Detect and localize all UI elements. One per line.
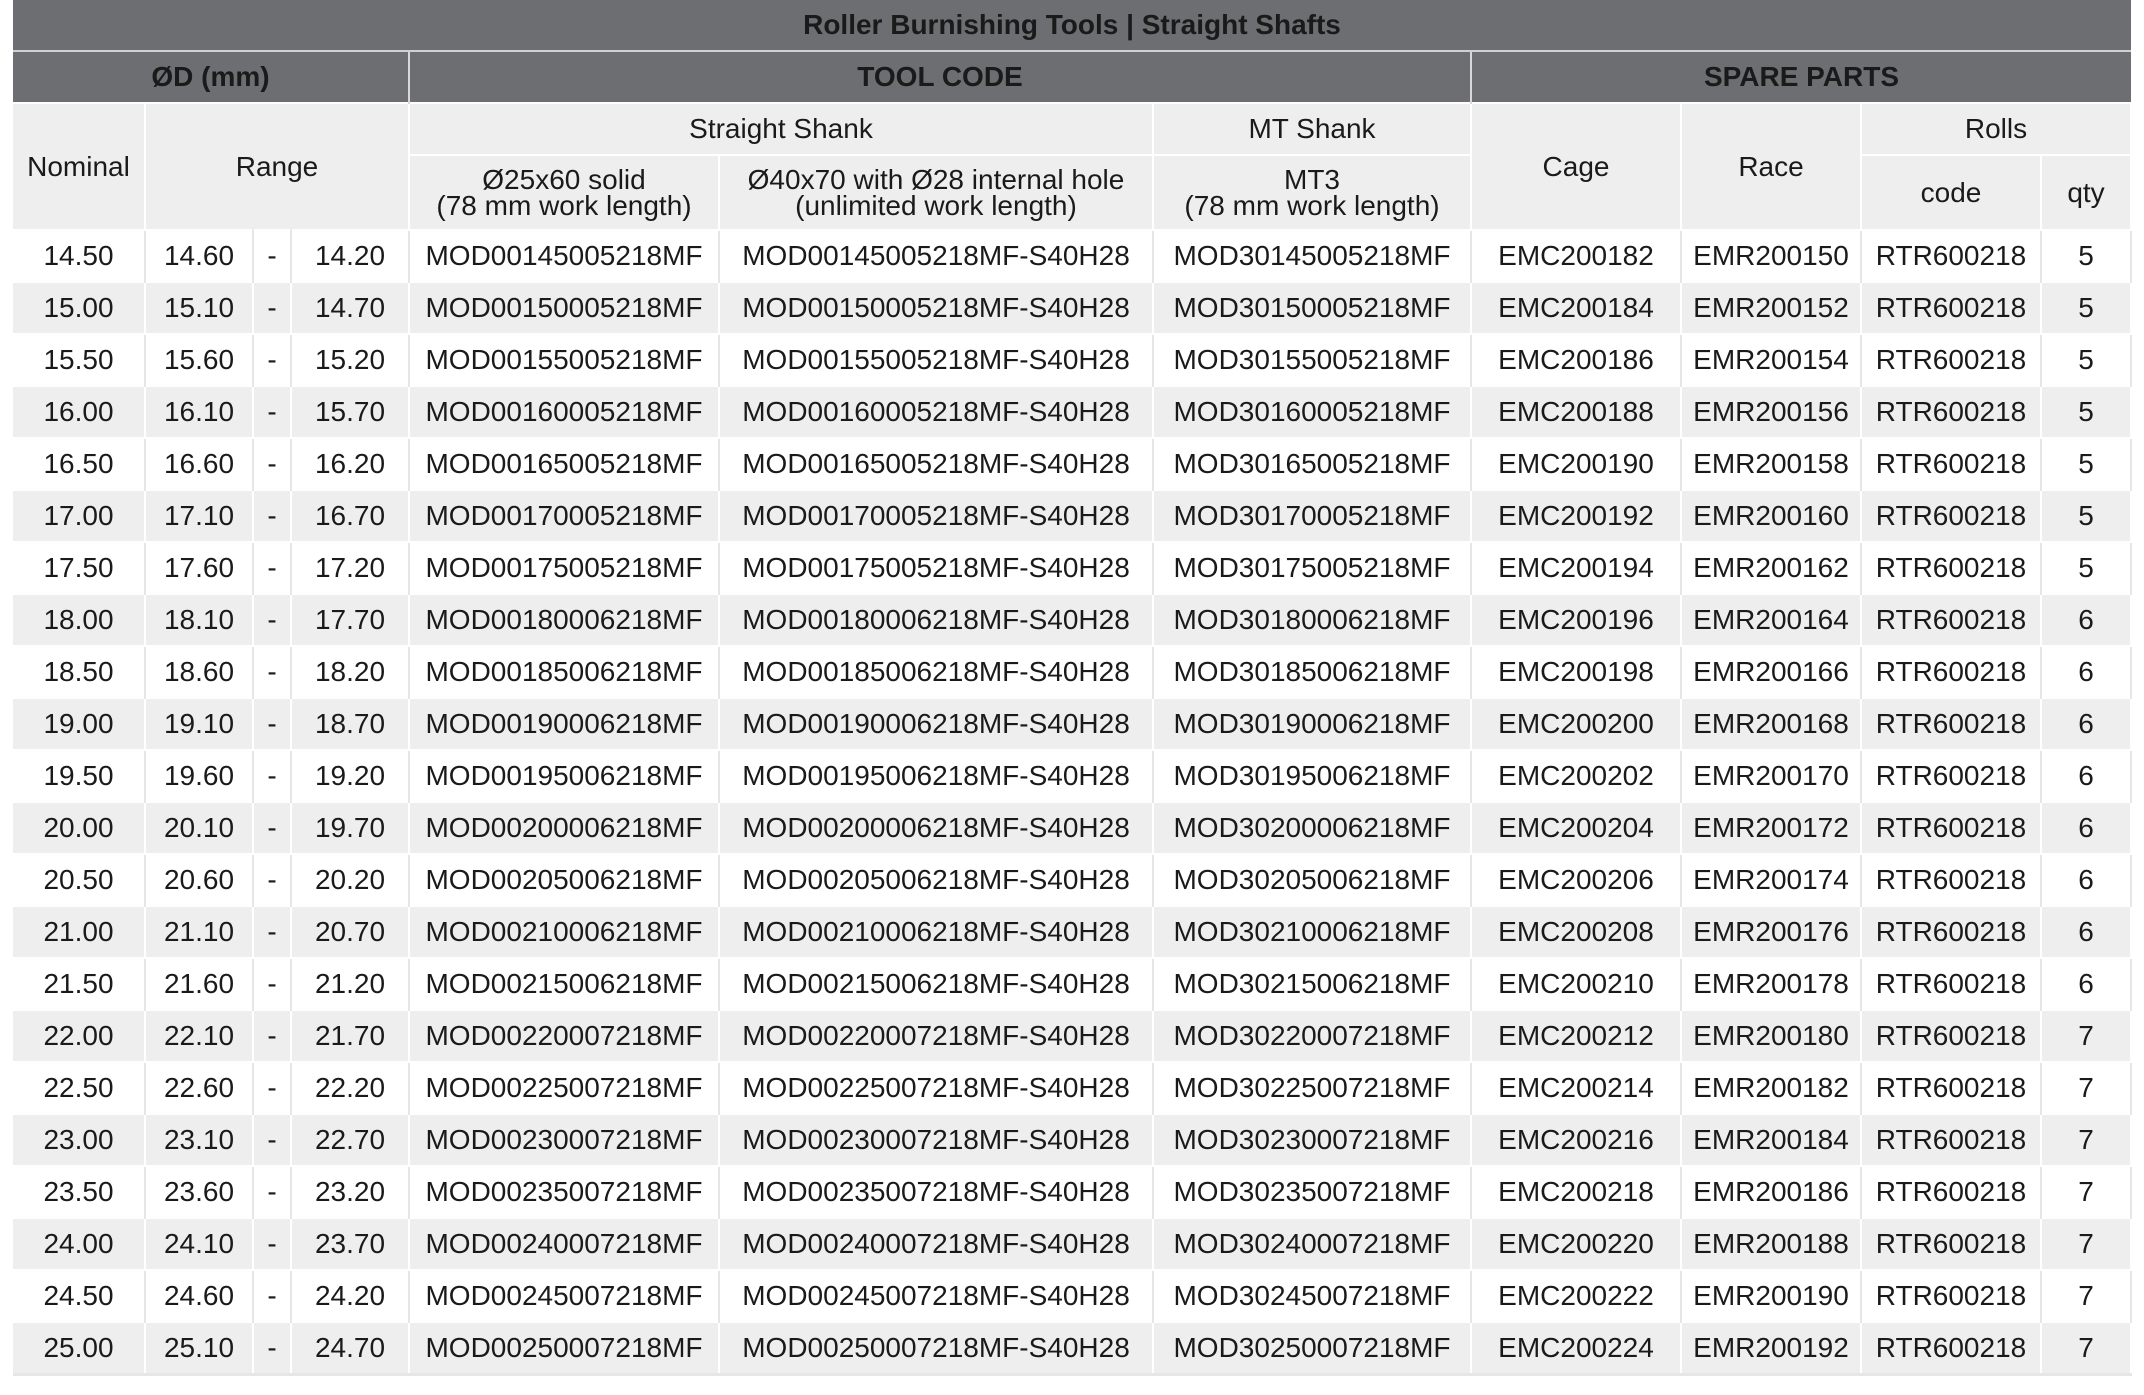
cell-nominal: 19.50: [13, 750, 145, 802]
cell-range-from: 22.60: [145, 1062, 253, 1114]
cell-cage: EMC200206: [1471, 854, 1681, 906]
cell-mt3-code: MOD30250007218MF: [1153, 1322, 1471, 1375]
table-row: [13, 698, 2131, 750]
cell-cage: EMC200190: [1471, 438, 1681, 490]
cell-hole-shank-code: MOD00200006218MF-S40H28: [719, 802, 1153, 854]
cell-solid-shank-code: MOD00195006218MF: [409, 750, 719, 802]
cell-range-separator: -: [253, 1322, 291, 1375]
cell-range-to: 22.20: [291, 1062, 409, 1114]
cell-roll-code: RTR600218: [1861, 334, 2041, 386]
cell-hole-shank-code: MOD00195006218MF-S40H28: [719, 750, 1153, 802]
cell-hole-shank-code: MOD00225007218MF-S40H28: [719, 1062, 1153, 1114]
cell-range-separator: -: [253, 1166, 291, 1218]
cell-hole-shank-code: MOD00165005218MF-S40H28: [719, 438, 1153, 490]
cell-roll-code: RTR600218: [1861, 750, 2041, 802]
col-header-roll-qty: qty: [2041, 155, 2131, 230]
cell-hole-shank-code: MOD00245007218MF-S40H28: [719, 1270, 1153, 1322]
cell-solid-shank-code: MOD00175005218MF: [409, 542, 719, 594]
cell-mt3-code: MOD30205006218MF: [1153, 854, 1471, 906]
cell-roll-code: RTR600218: [1861, 958, 2041, 1010]
cell-hole-shank-code: MOD00205006218MF-S40H28: [719, 854, 1153, 906]
group-header-diameter: ØD (mm): [13, 51, 409, 103]
tool-table-container: [13, 0, 2131, 1376]
cell-cage: EMC200220: [1471, 1218, 1681, 1270]
cell-nominal: 22.50: [13, 1062, 145, 1114]
cell-cage: EMC200218: [1471, 1166, 1681, 1218]
cell-roll-code: RTR600218: [1861, 1218, 2041, 1270]
cell-hole-shank-code: MOD00180006218MF-S40H28: [719, 594, 1153, 646]
cell-roll-code: RTR600218: [1861, 230, 2041, 282]
cell-mt3-code: MOD30215006218MF: [1153, 958, 1471, 1010]
table-row: [13, 438, 2131, 490]
cell-cage: EMC200212: [1471, 1010, 1681, 1062]
cell-hole-shank-code: MOD00210006218MF-S40H28: [719, 906, 1153, 958]
table-row: [13, 594, 2131, 646]
cell-nominal: 20.00: [13, 802, 145, 854]
cell-roll-qty: 6: [2041, 698, 2131, 750]
cell-range-separator: -: [253, 958, 291, 1010]
group-header-tool-code: TOOL CODE: [409, 51, 1471, 103]
table-row: [13, 958, 2131, 1010]
cell-cage: EMC200194: [1471, 542, 1681, 594]
cell-roll-qty: 6: [2041, 958, 2131, 1010]
cell-range-separator: -: [253, 802, 291, 854]
table-row: [13, 490, 2131, 542]
cell-roll-qty: 5: [2041, 282, 2131, 334]
table-row: [13, 1270, 2131, 1322]
table-row: [13, 1218, 2131, 1270]
cell-roll-qty: 5: [2041, 230, 2131, 282]
cell-roll-qty: 7: [2041, 1010, 2131, 1062]
cell-roll-code: RTR600218: [1861, 1166, 2041, 1218]
cell-race: EMR200176: [1681, 906, 1861, 958]
cell-race: EMR200164: [1681, 594, 1861, 646]
cell-roll-code: RTR600218: [1861, 438, 2041, 490]
table-row: [13, 1062, 2131, 1114]
cell-range-to: 24.70: [291, 1322, 409, 1375]
cell-race: EMR200162: [1681, 542, 1861, 594]
cell-mt3-code: MOD30245007218MF: [1153, 1270, 1471, 1322]
cell-nominal: 18.00: [13, 594, 145, 646]
cell-solid-shank-code: MOD00170005218MF: [409, 490, 719, 542]
cell-range-to: 24.20: [291, 1270, 409, 1322]
cell-range-separator: -: [253, 1010, 291, 1062]
cell-range-to: 20.70: [291, 906, 409, 958]
cell-hole-shank-code: MOD00240007218MF-S40H28: [719, 1218, 1153, 1270]
cell-hole-shank-code: MOD00215006218MF-S40H28: [719, 958, 1153, 1010]
cell-roll-qty: 5: [2041, 490, 2131, 542]
cell-range-from: 14.60: [145, 230, 253, 282]
cell-hole-shank-code: MOD00220007218MF-S40H28: [719, 1010, 1153, 1062]
cell-nominal: 16.50: [13, 438, 145, 490]
cell-range-from: 21.60: [145, 958, 253, 1010]
cell-range-separator: -: [253, 1270, 291, 1322]
cell-roll-qty: 7: [2041, 1218, 2131, 1270]
cell-race: EMR200182: [1681, 1062, 1861, 1114]
table-row: [13, 230, 2131, 282]
cell-range-separator: -: [253, 1114, 291, 1166]
cell-roll-qty: 7: [2041, 1062, 2131, 1114]
cell-roll-qty: 7: [2041, 1322, 2131, 1375]
cell-roll-code: RTR600218: [1861, 282, 2041, 334]
cell-mt3-code: MOD30145005218MF: [1153, 230, 1471, 282]
mt3-label: MT3: [1284, 163, 1340, 195]
cell-range-to: 22.70: [291, 1114, 409, 1166]
cell-range-from: 15.60: [145, 334, 253, 386]
col-header-mt-shank: MT Shank: [1153, 103, 1471, 155]
cell-solid-shank-code: MOD00155005218MF: [409, 334, 719, 386]
cell-range-to: 17.20: [291, 542, 409, 594]
cell-nominal: 16.00: [13, 386, 145, 438]
solid-shank-label: Ø25x60 solid: [482, 163, 646, 195]
cell-solid-shank-code: MOD00235007218MF: [409, 1166, 719, 1218]
cell-mt3-code: MOD30185006218MF: [1153, 646, 1471, 698]
cell-range-to: 15.20: [291, 334, 409, 386]
col-header-solid-shank: [409, 155, 719, 230]
cell-nominal: 23.00: [13, 1114, 145, 1166]
cell-roll-qty: 5: [2041, 438, 2131, 490]
cell-solid-shank-code: MOD00150005218MF: [409, 282, 719, 334]
cell-roll-code: RTR600218: [1861, 854, 2041, 906]
cell-roll-code: RTR600218: [1861, 802, 2041, 854]
cell-cage: EMC200202: [1471, 750, 1681, 802]
cell-mt3-code: MOD30170005218MF: [1153, 490, 1471, 542]
cell-cage: EMC200208: [1471, 906, 1681, 958]
cell-cage: EMC200188: [1471, 386, 1681, 438]
cell-roll-qty: 6: [2041, 854, 2131, 906]
cell-cage: EMC200184: [1471, 282, 1681, 334]
cell-race: EMR200184: [1681, 1114, 1861, 1166]
cell-solid-shank-code: MOD00215006218MF: [409, 958, 719, 1010]
cell-roll-code: RTR600218: [1861, 906, 2041, 958]
cell-mt3-code: MOD30155005218MF: [1153, 334, 1471, 386]
cell-race: EMR200172: [1681, 802, 1861, 854]
cell-mt3-code: MOD30230007218MF: [1153, 1114, 1471, 1166]
table-title: Roller Burnishing Tools | Straight Shafts: [13, 0, 2131, 51]
cell-roll-qty: 7: [2041, 1166, 2131, 1218]
cell-range-separator: -: [253, 698, 291, 750]
cell-range-from: 22.10: [145, 1010, 253, 1062]
cell-range-to: 18.20: [291, 646, 409, 698]
cell-cage: EMC200182: [1471, 230, 1681, 282]
cell-race: EMR200192: [1681, 1322, 1861, 1375]
cell-range-separator: -: [253, 334, 291, 386]
cell-range-to: 19.20: [291, 750, 409, 802]
cell-solid-shank-code: MOD00210006218MF: [409, 906, 719, 958]
cell-nominal: 17.00: [13, 490, 145, 542]
cell-hole-shank-code: MOD00145005218MF-S40H28: [719, 230, 1153, 282]
cell-range-from: 24.60: [145, 1270, 253, 1322]
cell-range-to: 23.70: [291, 1218, 409, 1270]
mt3-length: (78 mm work length): [1184, 189, 1440, 221]
cell-mt3-code: MOD30200006218MF: [1153, 802, 1471, 854]
cell-range-to: 20.20: [291, 854, 409, 906]
cell-range-to: 21.70: [291, 1010, 409, 1062]
cell-solid-shank-code: MOD00165005218MF: [409, 438, 719, 490]
table-row: [13, 1010, 2131, 1062]
cell-range-separator: -: [253, 854, 291, 906]
cell-range-to: 21.20: [291, 958, 409, 1010]
cell-range-separator: -: [253, 1062, 291, 1114]
cell-nominal: 23.50: [13, 1166, 145, 1218]
cell-roll-code: RTR600218: [1861, 1322, 2041, 1375]
cell-solid-shank-code: MOD00145005218MF: [409, 230, 719, 282]
cell-race: EMR200160: [1681, 490, 1861, 542]
cell-roll-code: RTR600218: [1861, 594, 2041, 646]
table-row: [13, 334, 2131, 386]
cell-cage: EMC200200: [1471, 698, 1681, 750]
cell-hole-shank-code: MOD00185006218MF-S40H28: [719, 646, 1153, 698]
cell-range-separator: -: [253, 906, 291, 958]
cell-range-from: 19.60: [145, 750, 253, 802]
table-row: [13, 1322, 2131, 1375]
cell-range-from: 23.10: [145, 1114, 253, 1166]
cell-race: EMR200166: [1681, 646, 1861, 698]
cell-range-separator: -: [253, 1218, 291, 1270]
cell-cage: EMC200210: [1471, 958, 1681, 1010]
cell-range-to: 16.20: [291, 438, 409, 490]
cell-range-from: 18.10: [145, 594, 253, 646]
cell-mt3-code: MOD30150005218MF: [1153, 282, 1471, 334]
cell-range-separator: -: [253, 542, 291, 594]
cell-cage: EMC200196: [1471, 594, 1681, 646]
cell-range-to: 16.70: [291, 490, 409, 542]
cell-nominal: 24.50: [13, 1270, 145, 1322]
cell-cage: EMC200222: [1471, 1270, 1681, 1322]
table-row: [13, 750, 2131, 802]
cell-range-from: 16.60: [145, 438, 253, 490]
cell-mt3-code: MOD30240007218MF: [1153, 1218, 1471, 1270]
col-header-hole-shank: [719, 155, 1153, 230]
cell-race: EMR200156: [1681, 386, 1861, 438]
col-header-race: Race: [1681, 103, 1861, 230]
cell-hole-shank-code: MOD00170005218MF-S40H28: [719, 490, 1153, 542]
cell-mt3-code: MOD30190006218MF: [1153, 698, 1471, 750]
solid-shank-length: (78 mm work length): [436, 189, 692, 221]
cell-cage: EMC200198: [1471, 646, 1681, 698]
cell-range-from: 19.10: [145, 698, 253, 750]
cell-range-separator: -: [253, 282, 291, 334]
cell-race: EMR200188: [1681, 1218, 1861, 1270]
cell-solid-shank-code: MOD00160005218MF: [409, 386, 719, 438]
cell-solid-shank-code: MOD00200006218MF: [409, 802, 719, 854]
cell-roll-code: RTR600218: [1861, 1270, 2041, 1322]
group-header-spare-parts: SPARE PARTS: [1471, 51, 2131, 103]
cell-roll-code: RTR600218: [1861, 1062, 2041, 1114]
cell-race: EMR200180: [1681, 1010, 1861, 1062]
roller-burnishing-table: [13, 0, 2132, 1376]
cell-solid-shank-code: MOD00250007218MF: [409, 1322, 719, 1375]
cell-roll-qty: 7: [2041, 1270, 2131, 1322]
cell-hole-shank-code: MOD00190006218MF-S40H28: [719, 698, 1153, 750]
cell-range-separator: -: [253, 594, 291, 646]
cell-cage: EMC200204: [1471, 802, 1681, 854]
cell-nominal: 20.50: [13, 854, 145, 906]
cell-solid-shank-code: MOD00225007218MF: [409, 1062, 719, 1114]
cell-range-from: 16.10: [145, 386, 253, 438]
cell-hole-shank-code: MOD00175005218MF-S40H28: [719, 542, 1153, 594]
cell-roll-qty: 5: [2041, 542, 2131, 594]
cell-roll-qty: 6: [2041, 594, 2131, 646]
cell-nominal: 22.00: [13, 1010, 145, 1062]
cell-solid-shank-code: MOD00190006218MF: [409, 698, 719, 750]
cell-range-separator: -: [253, 230, 291, 282]
col-header-cage: Cage: [1471, 103, 1681, 230]
cell-roll-code: RTR600218: [1861, 698, 2041, 750]
col-header-mt3: [1153, 155, 1471, 230]
cell-nominal: 15.00: [13, 282, 145, 334]
cell-range-from: 17.60: [145, 542, 253, 594]
cell-range-from: 20.10: [145, 802, 253, 854]
cell-range-from: 24.10: [145, 1218, 253, 1270]
cell-cage: EMC200214: [1471, 1062, 1681, 1114]
table-row: [13, 854, 2131, 906]
cell-mt3-code: MOD30225007218MF: [1153, 1062, 1471, 1114]
cell-range-separator: -: [253, 490, 291, 542]
cell-race: EMR200170: [1681, 750, 1861, 802]
cell-nominal: 25.00: [13, 1322, 145, 1375]
cell-range-from: 23.60: [145, 1166, 253, 1218]
cell-solid-shank-code: MOD00185006218MF: [409, 646, 719, 698]
cell-race: EMR200154: [1681, 334, 1861, 386]
cell-roll-code: RTR600218: [1861, 542, 2041, 594]
cell-race: EMR200158: [1681, 438, 1861, 490]
cell-range-separator: -: [253, 750, 291, 802]
cell-race: EMR200178: [1681, 958, 1861, 1010]
cell-solid-shank-code: MOD00220007218MF: [409, 1010, 719, 1062]
cell-range-to: 15.70: [291, 386, 409, 438]
cell-hole-shank-code: MOD00250007218MF-S40H28: [719, 1322, 1153, 1375]
cell-range-to: 17.70: [291, 594, 409, 646]
cell-race: EMR200150: [1681, 230, 1861, 282]
cell-nominal: 17.50: [13, 542, 145, 594]
col-header-roll-code: code: [1861, 155, 2041, 230]
cell-cage: EMC200192: [1471, 490, 1681, 542]
cell-mt3-code: MOD30180006218MF: [1153, 594, 1471, 646]
cell-race: EMR200168: [1681, 698, 1861, 750]
cell-roll-code: RTR600218: [1861, 1114, 2041, 1166]
cell-roll-code: RTR600218: [1861, 490, 2041, 542]
cell-solid-shank-code: MOD00205006218MF: [409, 854, 719, 906]
cell-range-from: 17.10: [145, 490, 253, 542]
cell-hole-shank-code: MOD00230007218MF-S40H28: [719, 1114, 1153, 1166]
cell-mt3-code: MOD30220007218MF: [1153, 1010, 1471, 1062]
hole-shank-length: (unlimited work length): [795, 189, 1077, 221]
cell-mt3-code: MOD30210006218MF: [1153, 906, 1471, 958]
cell-range-from: 21.10: [145, 906, 253, 958]
col-header-nominal: Nominal: [13, 103, 145, 230]
table-row: [13, 906, 2131, 958]
cell-roll-qty: 5: [2041, 334, 2131, 386]
cell-mt3-code: MOD30175005218MF: [1153, 542, 1471, 594]
cell-mt3-code: MOD30195006218MF: [1153, 750, 1471, 802]
cell-hole-shank-code: MOD00150005218MF-S40H28: [719, 282, 1153, 334]
cell-range-to: 19.70: [291, 802, 409, 854]
cell-nominal: 21.50: [13, 958, 145, 1010]
cell-nominal: 15.50: [13, 334, 145, 386]
cell-range-separator: -: [253, 646, 291, 698]
cell-cage: EMC200216: [1471, 1114, 1681, 1166]
hole-shank-label: Ø40x70 with Ø28 internal hole: [747, 163, 1125, 195]
cell-cage: EMC200224: [1471, 1322, 1681, 1375]
col-header-range: Range: [145, 103, 409, 230]
cell-range-separator: -: [253, 438, 291, 490]
cell-nominal: 14.50: [13, 230, 145, 282]
cell-solid-shank-code: MOD00180006218MF: [409, 594, 719, 646]
cell-range-to: 14.70: [291, 282, 409, 334]
cell-range-from: 15.10: [145, 282, 253, 334]
cell-race: EMR200152: [1681, 282, 1861, 334]
cell-hole-shank-code: MOD00155005218MF-S40H28: [719, 334, 1153, 386]
table-row: [13, 386, 2131, 438]
cell-mt3-code: MOD30235007218MF: [1153, 1166, 1471, 1218]
cell-cage: EMC200186: [1471, 334, 1681, 386]
cell-solid-shank-code: MOD00240007218MF: [409, 1218, 719, 1270]
table-body: [13, 230, 2131, 1375]
cell-roll-code: RTR600218: [1861, 1010, 2041, 1062]
cell-roll-qty: 6: [2041, 906, 2131, 958]
cell-roll-qty: 5: [2041, 386, 2131, 438]
cell-range-to: 18.70: [291, 698, 409, 750]
cell-mt3-code: MOD30165005218MF: [1153, 438, 1471, 490]
cell-nominal: 24.00: [13, 1218, 145, 1270]
cell-roll-qty: 6: [2041, 750, 2131, 802]
col-header-rolls: Rolls: [1861, 103, 2131, 155]
cell-hole-shank-code: MOD00235007218MF-S40H28: [719, 1166, 1153, 1218]
cell-roll-code: RTR600218: [1861, 386, 2041, 438]
cell-roll-code: RTR600218: [1861, 646, 2041, 698]
cell-hole-shank-code: MOD00160005218MF-S40H28: [719, 386, 1153, 438]
cell-roll-qty: 6: [2041, 802, 2131, 854]
cell-range-from: 20.60: [145, 854, 253, 906]
cell-range-separator: -: [253, 386, 291, 438]
cell-race: EMR200186: [1681, 1166, 1861, 1218]
table-row: [13, 1166, 2131, 1218]
cell-nominal: 21.00: [13, 906, 145, 958]
col-header-straight-shank: Straight Shank: [409, 103, 1153, 155]
cell-range-from: 25.10: [145, 1322, 253, 1375]
cell-nominal: 19.00: [13, 698, 145, 750]
cell-roll-qty: 7: [2041, 1114, 2131, 1166]
cell-nominal: 18.50: [13, 646, 145, 698]
cell-roll-qty: 6: [2041, 646, 2131, 698]
cell-range-from: 18.60: [145, 646, 253, 698]
cell-race: EMR200174: [1681, 854, 1861, 906]
cell-range-to: 23.20: [291, 1166, 409, 1218]
table-row: [13, 282, 2131, 334]
cell-range-to: 14.20: [291, 230, 409, 282]
table-row: [13, 1114, 2131, 1166]
cell-race: EMR200190: [1681, 1270, 1861, 1322]
cell-solid-shank-code: MOD00230007218MF: [409, 1114, 719, 1166]
table-row: [13, 646, 2131, 698]
cell-solid-shank-code: MOD00245007218MF: [409, 1270, 719, 1322]
table-row: [13, 802, 2131, 854]
table-row: [13, 542, 2131, 594]
cell-mt3-code: MOD30160005218MF: [1153, 386, 1471, 438]
